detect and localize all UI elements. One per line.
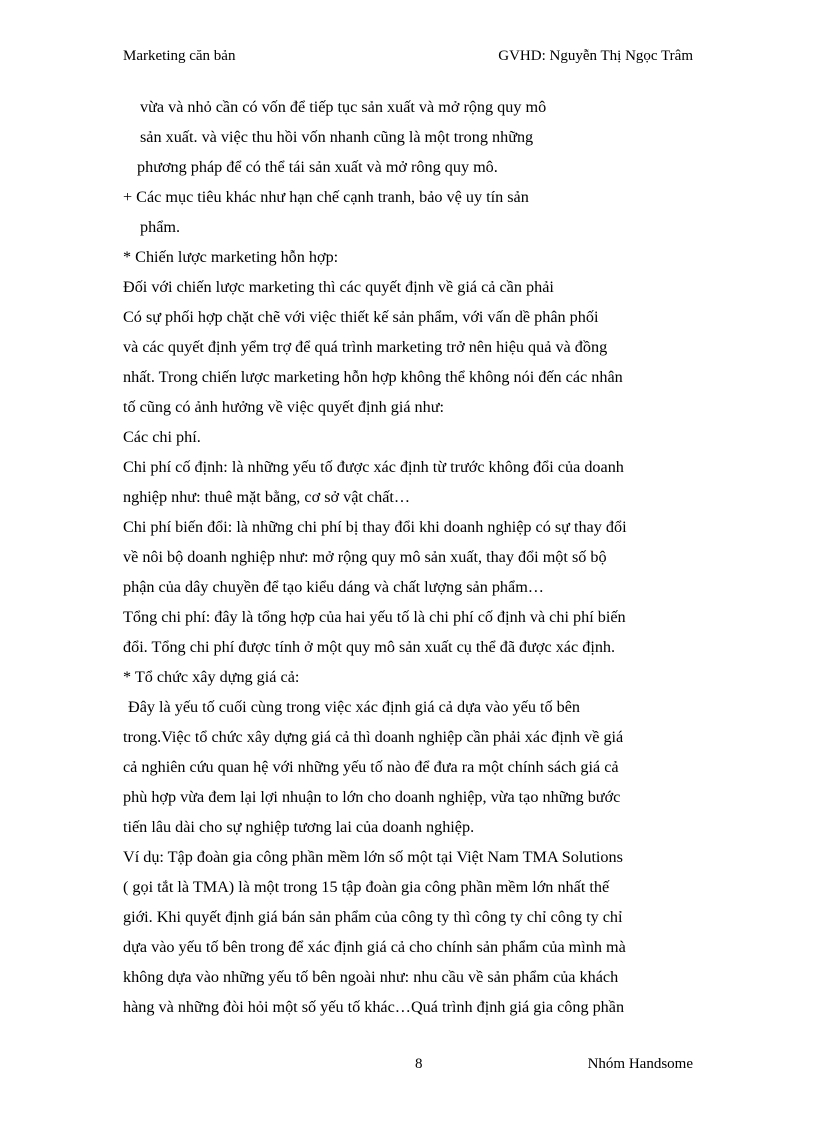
text-line: Chi phí biến đổi: là những chi phí bị thay đổi khi doanh nghiệp có sự thay đổi <box>123 518 627 536</box>
text-line: tố cũng có ảnh hưởng về việc quyết định giá như: <box>123 398 445 416</box>
text-line: Có sự phối hợp chặt chẽ với việc thiết kế sản phẩm, với vấn dề phân phối <box>123 308 599 326</box>
text-line: nhất. Trong chiến lược marketing hỗn hợp không thể không nói đến các nhân <box>123 368 623 386</box>
text-line: trong.Việc tổ chức xây dựng giá cả thì doanh nghiệp cần phải xác định về giá <box>123 728 624 746</box>
section-heading: * Tổ chức xây dựng giá cả: <box>123 668 300 686</box>
text-line: tiến lâu dài cho sự nghiệp tương lai của doanh nghiệp. <box>123 818 475 836</box>
header-course-title: Marketing căn bản <box>123 48 236 64</box>
text-line: hàng và những đòi hỏi một số yếu tố khác…Quá trình định giá gia công phần <box>123 998 625 1016</box>
text-line: phương pháp để có thể tái sản xuất và mở rông quy mô. <box>137 158 498 176</box>
text-line: phù hợp vừa đem lại lợi nhuận to lớn cho doanh nghiệp, vừa tạo những bước <box>123 788 621 806</box>
text-line: về nôi bộ doanh nghiệp như: mở rộng quy mô sản xuất, thay đổi một số bộ <box>123 548 607 566</box>
page-header <box>123 48 693 68</box>
page-number: 8 <box>415 1056 423 1072</box>
text-line: sản xuất. và việc thu hồi vốn nhanh cũng là một trong những <box>140 128 534 146</box>
text-line: ( gọi tắt là TMA) là một trong 15 tập đoàn gia công phần mềm lớn nhất thế <box>123 878 610 896</box>
text-line: dựa vào yếu tố bên trong để xác định giá cả cho chính sản phẩm của mình mà <box>123 938 626 956</box>
text-line: Đây là yếu tố cuối cùng trong việc xác định giá cả dựa vào yếu tố bên <box>128 698 580 716</box>
section-heading: * Chiến lược marketing hỗn hợp: <box>123 248 339 266</box>
page-footer <box>123 1056 693 1076</box>
text-line: Các chi phí. <box>123 428 201 446</box>
text-line: đổi. Tổng chi phí được tính ở một quy mô sản xuất cụ thể đã được xác định. <box>123 638 616 656</box>
text-line: Tổng chi phí: đây là tổng hợp của hai yếu tố là chi phí cố định và chi phí biến <box>123 608 626 626</box>
text-line: + Các mục tiêu khác như hạn chế cạnh tranh, bảo vệ uy tín sản <box>123 188 529 206</box>
footer-group-name: Nhóm Handsome <box>587 1056 693 1072</box>
text-line: phẩm. <box>140 218 181 236</box>
text-line: vừa và nhỏ cần có vốn để tiếp tục sản xuất và mở rộng quy mô <box>140 98 547 116</box>
document-body <box>123 92 698 1022</box>
text-line: giới. Khi quyết định giá bán sản phẩm của công ty thì công ty chỉ công ty chỉ <box>123 908 623 926</box>
text-line: không dựa vào những yếu tố bên ngoài như: nhu cầu về sản phẩm của khách <box>123 968 619 986</box>
text-line: cả nghiên cứu quan hệ với những yếu tố nào để đưa ra một chính sách giá cả <box>123 758 619 776</box>
header-instructor: GVHD: Nguyễn Thị Ngọc Trâm <box>498 48 693 64</box>
text-line: phận của dây chuyền để tạo kiểu dáng và chất lượng sản phẩm… <box>123 578 544 596</box>
text-line: và các quyết định yểm trợ để quá trình marketing trở nên hiệu quả và đồng <box>123 338 608 356</box>
text-line: Ví dụ: Tập đoàn gia công phần mềm lớn số một tại Việt Nam TMA Solutions <box>123 848 623 866</box>
text-line: Đối với chiến lược marketing thì các quyết định về giá cả cần phải <box>123 278 554 296</box>
text-line: nghiệp như: thuê mặt bằng, cơ sở vật chất… <box>123 488 411 506</box>
text-line: Chi phí cố định: là những yếu tố được xác định từ trước không đổi của doanh <box>123 458 624 476</box>
